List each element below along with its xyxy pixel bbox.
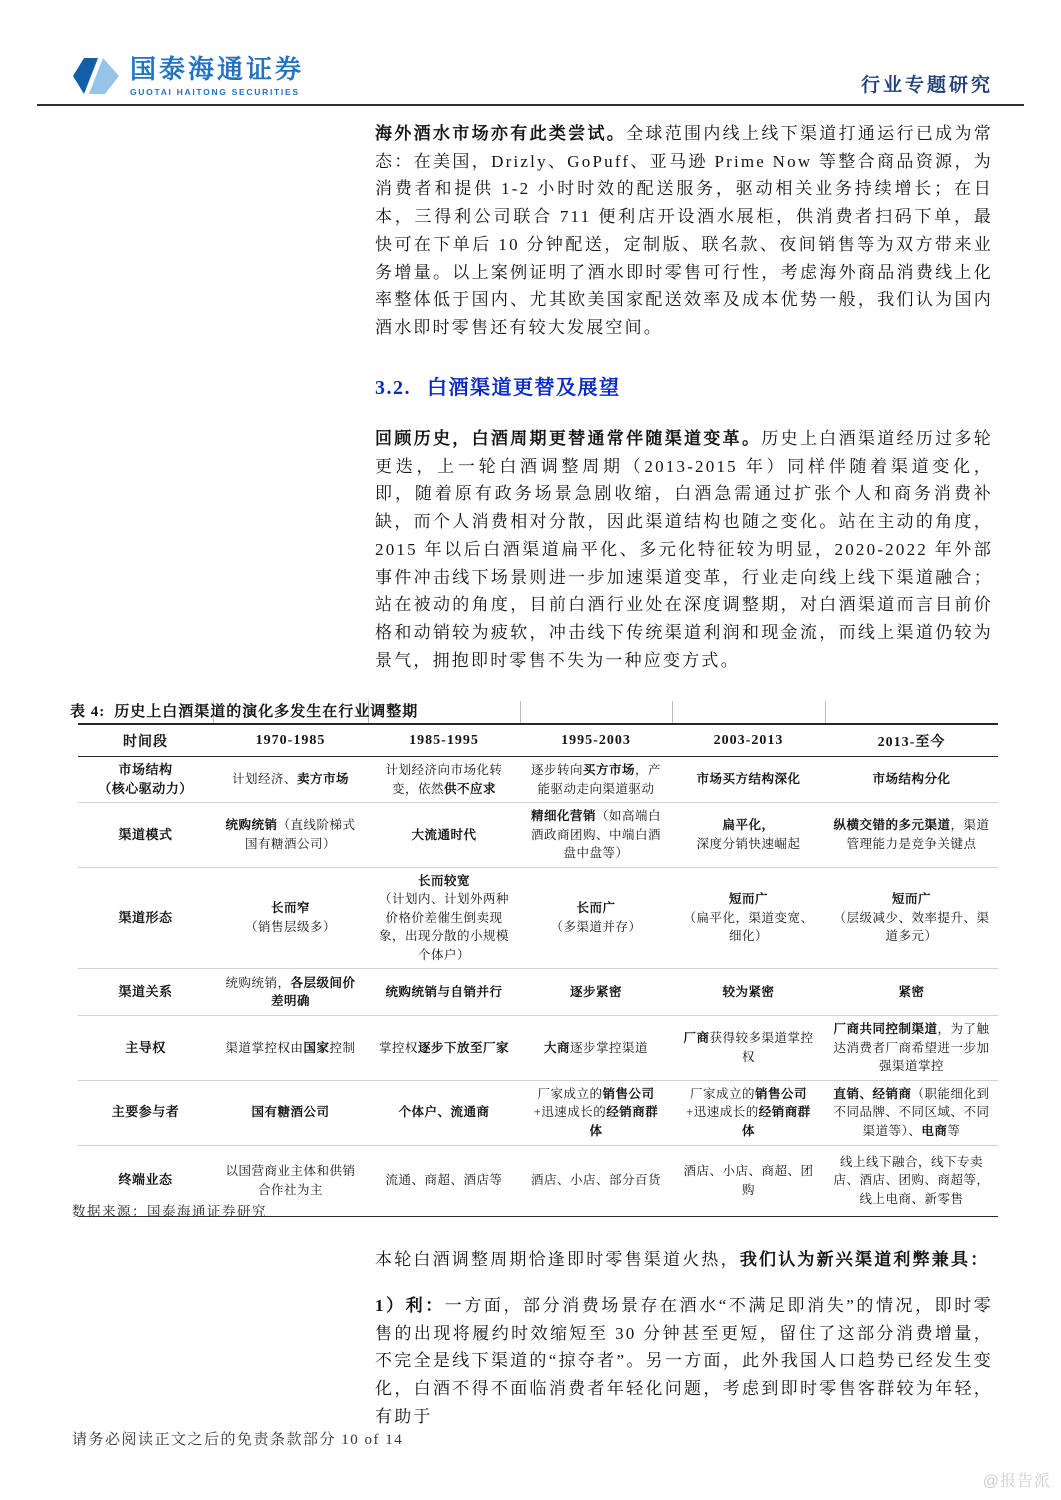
section-title: 白酒渠道更替及展望 <box>427 377 621 399</box>
brand-logo <box>72 56 304 97</box>
text-run: 市场买方结构深化 <box>696 772 801 787</box>
brand-name-cn: 国泰海通证券 <box>130 54 305 84</box>
table-cell <box>520 803 672 867</box>
text-run: 逐步掌控渠道 <box>570 1040 649 1055</box>
text-run: 精细化营销 <box>530 809 596 823</box>
column-header: 2003-2013 <box>713 732 784 748</box>
text-run: （扁平化，渠道变宽、细化） <box>683 910 814 943</box>
text-run: 主要参与者 <box>111 1104 180 1120</box>
text-run: 长而窄 <box>270 901 310 916</box>
paragraph-body-text: 本轮白酒调整周期恰逢即时零售渠道火热， <box>375 1250 740 1269</box>
text-run: 厂商 <box>683 1031 710 1046</box>
table-body <box>78 757 998 1217</box>
table-cell <box>825 969 998 1015</box>
text-run: 掌控权 <box>378 1040 418 1055</box>
table-cell <box>213 969 368 1015</box>
text-run: 主导权 <box>125 1039 166 1055</box>
table-row <box>78 757 998 803</box>
table-cell <box>368 757 520 802</box>
paragraph-body-text: 一方面，部分消费场景存在酒水“不满足即消失”的情况，即时零售的出现将履约时效缩短至 30 分钟甚至更短，留住了这部分消费增量，不完全是线下渠道的“掠夺者”。另一方面，此外我国人口趋势已经发生变化，白酒不得不面临消费者年轻化问题，考虑到即时零售客群较为年轻，有助于 <box>375 1296 993 1426</box>
text-run: 统购统销与自销并行 <box>385 984 503 999</box>
text-run: 个体户、流通商 <box>398 1105 490 1120</box>
table-cell <box>368 969 520 1015</box>
text-run: 控制 <box>329 1040 356 1055</box>
text-run: （职能细化到不同品牌、不同区域、不同渠道等）、 <box>833 1086 990 1138</box>
text-run: 经销商群体 <box>741 1105 811 1138</box>
text-run: 卖方市场 <box>297 772 350 787</box>
text-run: 深度分销快速崛起 <box>696 836 801 851</box>
row-label <box>78 1016 213 1080</box>
table-cell <box>368 803 520 867</box>
text-run: 流通、商超、酒店等 <box>385 1173 503 1188</box>
table-row <box>78 1081 998 1146</box>
text-run: 长而广 <box>576 901 616 916</box>
text-run: 获得较多渠道掌控权 <box>709 1031 814 1064</box>
text-run: 逐步转向 <box>530 763 583 777</box>
text-run: 渠道关系 <box>118 983 173 999</box>
paragraph-body-text: 历史上白酒渠道经历过多轮更迭，上一轮白酒调整周期（2013-2015 年）同样伴随着渠道变化，即，随着原有政务场景急剧收缩，白酒急需通过扩张个人和商务消费补缺，而个人消费相对分散，因此渠道结构也随之变化。站在主动的角度，2015 年以后白酒渠道扁平化、多元化特征较为明显，2020-2022 年外部事件冲击线下场景则进一步加速渠道变革，行业走向线上线下渠道融合；站在被动的角度，目前白酒行业处在深度调整期，对白酒渠道而言目前价格和动销较为疲软，冲击线下传统渠道利润和现金流，而线上渠道仍较为景气，拥抱即时零售不失为一种应变方式。 <box>375 429 994 670</box>
text-run: （直线阶梯式国有糖酒公司） <box>244 818 356 851</box>
table-cell <box>672 1146 825 1216</box>
column-header: 1995-2003 <box>561 732 631 748</box>
text-run: 等 <box>947 1123 961 1138</box>
text-run: +迅速成长的 <box>533 1105 607 1120</box>
text-run: （计划内、计划外两种价格价差催生倒卖现象，出现分散的小规模个体户） <box>378 892 509 962</box>
table-caption-text: 历史上白酒渠道的演化多发生在行业调整期 <box>114 704 419 720</box>
table-cell <box>672 803 825 867</box>
text-run: 渠道模式 <box>118 826 173 842</box>
paragraph-overseas-cases <box>375 120 993 342</box>
caption-tick-cell <box>672 701 825 723</box>
text-run: 逐步紧密 <box>569 984 622 999</box>
table-cell <box>368 1016 520 1080</box>
text-run: 扁平化， <box>722 818 775 833</box>
text-run: ，为了触达消费者厂商希望进一步加强渠道掌控 <box>833 1022 990 1073</box>
caption-tick-cell <box>520 701 672 723</box>
text-run: 市场结构分化 <box>872 772 951 787</box>
table-row <box>78 1016 998 1081</box>
text-run: 短而广 <box>728 892 768 906</box>
row-label <box>78 969 213 1015</box>
table-row <box>78 803 998 868</box>
paragraph-lead-bold: 1）利： <box>375 1296 445 1315</box>
column-header: 时间段 <box>123 734 168 750</box>
table-cell <box>520 969 672 1015</box>
text-run: 电商 <box>921 1123 948 1138</box>
text-run: 供不应求 <box>444 781 497 796</box>
paragraph-body-text: 全球范围内线上线下渠道打通运行已成为常态：在美国，Drizly、GoPuff、亚马逊 Prime Now 等整合商品资源，为消费者和提供 1-2 小时时效的配送服务，驱动相关业务持续增长；在日本，三得利公司联合 711 便利店开设酒水展柜，供消费者扫码下单，最快可在下单后 10 分钟配送，定制版、联名款、夜间销售等为双方带来业务增量。以上案例证明了酒水即时零售可行性，考虑海外商品消费线上化率整体低于国内、尤其欧美国家配送效率及成本优势一般，我们认为国内酒水即时零售还有较大发展空间。 <box>375 124 993 337</box>
table-cell <box>825 803 998 867</box>
text-run: 线上线下融合，线下专卖店、酒店、团购、商超等，线上电商、新零售 <box>833 1154 990 1206</box>
table-cell <box>213 1081 368 1145</box>
table-cell <box>213 1016 368 1080</box>
column-header: 1970-1985 <box>255 732 326 748</box>
text-run: 渠道形态 <box>118 909 173 925</box>
data-source-note: 数据来源：国泰海通证券研究 <box>72 1204 267 1219</box>
channel-evolution-table <box>78 701 998 1217</box>
text-run: 大流通时代 <box>411 827 477 842</box>
caption-tick-cell <box>825 701 998 723</box>
table-cell <box>520 757 672 802</box>
table-row <box>78 969 998 1016</box>
text-run: 酒店、小店、商超、团购 <box>683 1164 814 1197</box>
text-run: 逐步下放至厂家 <box>418 1040 510 1055</box>
text-run: 销售公司 <box>602 1086 655 1101</box>
text-run: 统购统销， <box>225 975 291 990</box>
table-cell <box>213 868 368 969</box>
report-type-label: 行业专题研究 <box>860 75 993 96</box>
table-header-row <box>78 723 998 757</box>
table-row <box>78 868 998 970</box>
table-cell <box>520 1081 672 1145</box>
text-run: 大商 <box>543 1040 570 1055</box>
row-label <box>78 868 213 969</box>
row-label <box>78 803 213 867</box>
text-run: （核心驱动力） <box>98 780 193 796</box>
table-cell <box>825 757 998 802</box>
text-run: 国有糖酒公司 <box>251 1105 330 1120</box>
table-cell <box>520 1016 672 1080</box>
table-cell <box>672 868 825 969</box>
paragraph-lead-bold: 海外酒水市场亦有此类尝试。 <box>375 124 627 143</box>
table-cell <box>672 757 825 802</box>
text-run: 各层级间价差明确 <box>270 975 356 1008</box>
text-run: （如高端白酒政商团购、中端白酒盘中盘等） <box>530 809 662 860</box>
text-run: 长而较宽 <box>417 873 470 888</box>
text-run: 经销商群体 <box>589 1105 659 1138</box>
text-run: 计划经济向市场化转变，依然 <box>385 763 503 796</box>
column-header: 1985-1995 <box>409 732 479 748</box>
text-run: 纵横交错的多元渠道 <box>833 818 951 833</box>
row-label <box>78 1081 213 1145</box>
table-cell <box>213 757 368 802</box>
brand-text-block <box>130 56 304 97</box>
text-run: 市场结构 <box>118 762 173 777</box>
text-run: ，产能驱动走向渠道驱动 <box>537 763 662 796</box>
table-cell <box>368 868 520 969</box>
text-run: 紧密 <box>898 984 925 999</box>
table-cell <box>368 1081 520 1145</box>
text-run: （层级减少、效率提升、渠道多元） <box>833 910 990 943</box>
section-number: 3.2. <box>375 377 411 399</box>
section-heading <box>375 371 621 400</box>
text-run: （销售层级多） <box>244 919 336 934</box>
text-run: 以国营商业主体和供销合作社为主 <box>225 1164 356 1197</box>
table-cell <box>672 1016 825 1080</box>
text-run: （多渠道并存） <box>550 919 642 934</box>
disclaimer-footer: 请务必阅读正文之后的免责条款部分 10 of 14 <box>72 1432 404 1448</box>
paragraph-lead-bold: 回顾历史，白酒周期更替通常伴随渠道变革。 <box>375 429 762 448</box>
table-cell <box>520 868 672 969</box>
paragraph-current-cycle <box>375 1246 993 1274</box>
text-run: 买方市场 <box>582 763 635 777</box>
text-run: 终端业态 <box>118 1172 173 1188</box>
text-run: 较为紧密 <box>722 984 775 999</box>
column-header: 2013-至今 <box>877 734 946 750</box>
table-cell <box>672 1081 825 1145</box>
header-divider <box>37 104 1024 106</box>
table-4-section <box>70 701 1000 1217</box>
text-run: 销售公司 <box>755 1086 808 1101</box>
table-caption <box>70 700 418 721</box>
table-cell <box>213 803 368 867</box>
text-run: ，渠道管理能力是竞争关键点 <box>846 818 990 851</box>
text-run: +迅速成长的 <box>686 1105 759 1120</box>
table-cell <box>672 969 825 1015</box>
table-cell <box>825 1081 998 1145</box>
text-run: 渠道掌控权由 <box>225 1040 304 1055</box>
table-cell <box>825 868 998 969</box>
table-cell <box>520 1146 672 1216</box>
text-run: 厂商共同控制渠道 <box>833 1022 938 1036</box>
watermark-text: @报告派 <box>982 1473 1051 1490</box>
row-label <box>78 757 213 802</box>
table-caption-label: 表 4: <box>70 704 106 720</box>
text-run: 计划经济、 <box>231 772 297 787</box>
text-run: 厂家成立的 <box>537 1086 603 1101</box>
text-run: 国家 <box>303 1040 330 1055</box>
paragraph-history-review <box>375 425 993 674</box>
paragraph-bold-conclusion: 我们认为新兴渠道利弊兼具： <box>739 1250 990 1269</box>
text-run: 短而广 <box>891 892 931 906</box>
text-run: 酒店、小店、部分百货 <box>530 1173 661 1188</box>
paragraph-pros <box>375 1292 993 1431</box>
brand-gem-icon <box>72 56 120 96</box>
text-run: 直销、经销商 <box>833 1086 912 1101</box>
brand-name-en: GUOTAI HAITONG SECURITIES <box>130 87 300 98</box>
table-cell <box>368 1146 520 1216</box>
table-cell <box>825 1146 998 1216</box>
text-run: 厂家成立的 <box>689 1086 755 1101</box>
table-cell <box>825 1016 998 1080</box>
text-run: 统购统销 <box>225 818 278 833</box>
